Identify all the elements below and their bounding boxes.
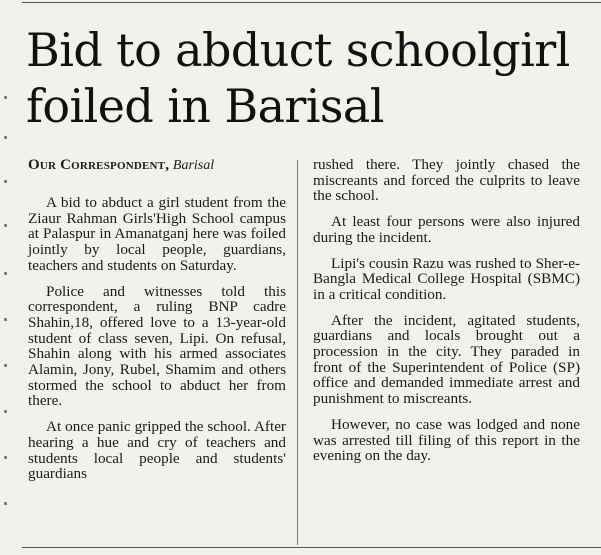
byline-author: Our Correspondent, [28,157,170,173]
paragraph: Police and witnesses told this correspondent, a ruling BNP cadre Shahin,18, offered love to a 13-year-old student of class seven, Lipi. On refusal, Shahin along with his armed associates Alamin, Jony, Rubel, Shamim and others stormed the school to abduct her from there. [28,282,286,410]
paragraph: At once panic gripped the school. After hearing a hue and cry of teachers and students local people and students' guardians [28,418,286,483]
right-column [313,157,580,474]
margin-dots [4,96,10,546]
bottom-rule [22,547,601,548]
column-divider [297,160,298,545]
paragraph: At least four persons were also injured during the incident. [313,213,580,246]
paragraph: However, no case was lodged and none was arrested till filing of this report in the evening on the day. [313,415,580,465]
headline-line-2: foiled in Barisal [26,79,384,133]
article-headline [26,22,596,134]
paragraph: rushed there. They jointly chased the miscreants and forced the culprits to leave the school. [313,156,580,205]
byline [28,157,286,174]
paragraph: After the incident, agitated students, guardians and locals brought out a procession in the city. They paraded in front of the Superintendent of Police (SP) office and demanded immediate arrest and punishment to miscreants. [313,311,580,408]
left-column [28,157,286,492]
headline-line-1: Bid to abduct schoolgirl [26,23,570,77]
top-rule [22,2,601,3]
paragraph: A bid to abduct a girl student from the Ziaur Rahman Girls'High School campus at Palaspur in Amanatganj here was foiled jointly by local people, guardians, teachers and students on Saturday. [28,194,286,274]
paragraph: Lipi's cousin Razu was rushed to Sher-e-Bangla Medical College Hospital (SBMC) in a critical condition. [313,254,580,303]
byline-location: Barisal [172,158,215,173]
